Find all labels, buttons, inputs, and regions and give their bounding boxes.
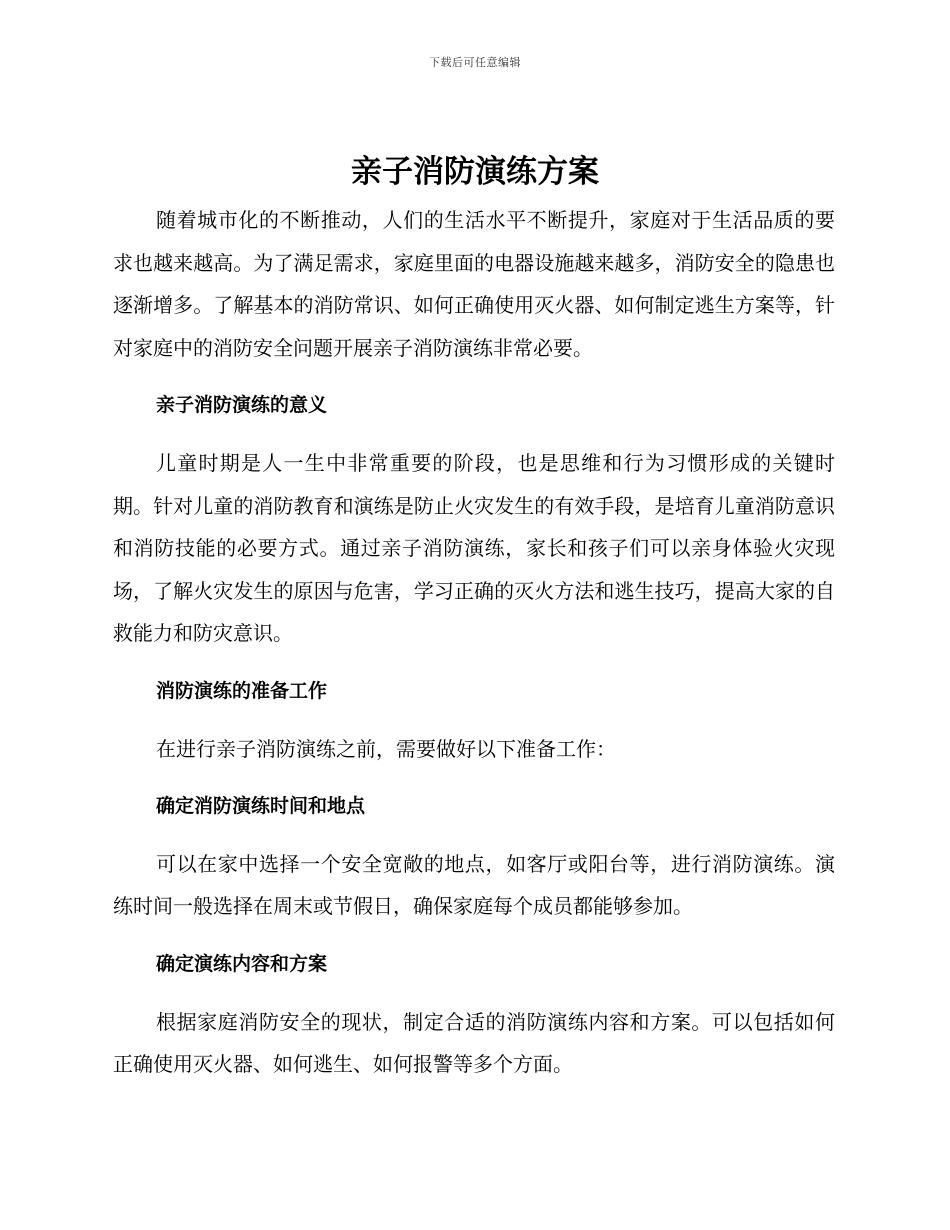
section-heading-time-place: 确定消防演练时间和地点: [156, 795, 366, 818]
section-heading-content-plan: 确定演练内容和方案: [156, 952, 328, 975]
intro-paragraph: 随着城市化的不断推动，人们的生活水平不断提升，家庭对于生活品质的要求也越来越高。为了满足需求，家庭里面的电器设施越来越多，消防安全的隐患也逐渐增多。了解基本的消防常识、如何正确使用灭火器、如何制定逃生方案等，针对家庭中的消防安全问题开展亲子消防演练非常必要。: [113, 208, 835, 360]
section-text-content-plan: 根据家庭消防安全的现状，制定合适的消防演练内容和方案。可以包括如何正确使用灭火器、如何逃生、如何报警等多个方面。: [113, 1009, 835, 1077]
section-text-significance: 儿童时期是人一生中非常重要的阶段，也是思维和行为习惯形成的关键时期。针对儿童的消防教育和演练是防止火灾发生的有效手段，是培育儿童消防意识和消防技能的必要方式。通过亲子消防演练，家长和孩子们可以亲身体验火灾现场，了解火灾发生的原因与危害，学习正确的灭火方法和逃生技巧，提高大家的自救能力和防灾意识。: [113, 450, 835, 646]
page-header-note: 下载后可任意编辑: [429, 56, 521, 69]
section-text-preparation: 在进行亲子消防演练之前，需要做好以下准备工作：: [156, 736, 616, 761]
section-heading-preparation: 消防演练的准备工作: [156, 679, 328, 702]
document-body: [113, 199, 835, 1086]
section-text-time-place: 可以在家中选择一个安全宽敞的地点，如客厅或阳台等，进行消防演练。演练时间一般选择在周末或节假日，确保家庭每个成员都能够参加。: [113, 851, 835, 919]
section-heading-significance: 亲子消防演练的意义: [156, 394, 328, 417]
document-title: 亲子消防演练方案: [351, 154, 599, 190]
